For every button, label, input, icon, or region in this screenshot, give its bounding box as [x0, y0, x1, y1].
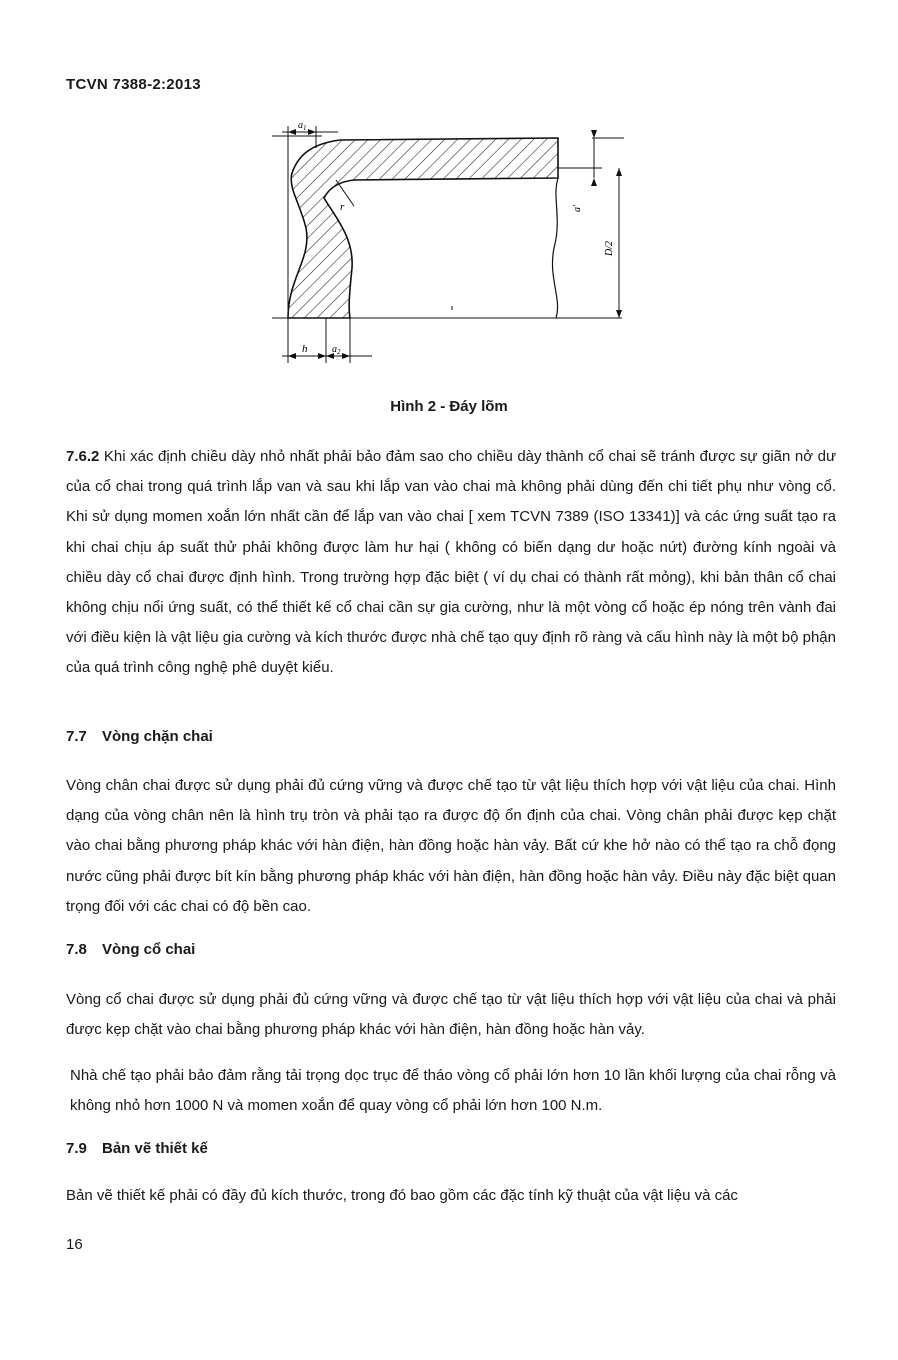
paragraph-text: Khi xác định chiều dày nhỏ nhất phải bảo đảm sao cho chiều dày thành cổ chai sẽ tránh được sự giãn nở dư của cổ chai trong quá trình lắp van và sau khi lắp van vào chai mà không phải dùng đến chi tiết phụ như vòng cổ. Khi sử dụng momen xoắn lớn nhất cần để lắp van vào chai [ xem TCVN 7389 (ISO 13341)] và các ứng suất tạo ra khi chai chịu áp suất thử phải không được làm hư hại ( không có biến dạng dư hoặc nứt) đường kính ngoài và chiều dày cổ chai được định hình. Trong trường hợp đặc biệt ( ví dụ chai có thành rất mỏng), khi bản thân cổ chai không chịu nổi ứng suất, có thể thiết kế cổ chai cần sự gia cường, như là một vòng cổ hoặc ép nóng trên vành đai với điều kiện là vật liệu gia cường và kích thước được nhà chế tạo quy định rõ ràng và cấu hình này là một bộ phận của quá trình công nghệ phê duyệt kiểu.	[66, 448, 836, 677]
label-r: r	[340, 201, 345, 213]
heading-7-9	[66, 1140, 208, 1157]
page-number: 16	[66, 1236, 83, 1253]
label-d-half: D/2	[604, 241, 615, 256]
label-a2: $a_2$	[332, 344, 341, 356]
heading-7-8	[66, 941, 195, 958]
figure-concave-base	[262, 118, 642, 368]
paragraph-7-6-2	[66, 442, 836, 684]
label-a1: $a_1$	[298, 120, 307, 132]
heading-7-7	[66, 728, 213, 745]
concave-base-drawing	[262, 118, 642, 368]
paragraph-7-8-a: Vòng cổ chai được sử dụng phải đủ cứng vững và được chế tạo từ vật liệu thích hợp với vật liệu của chai và phải được kẹp chặt vào chai bằng phương pháp khác với hàn điện, hàn đồng hoặc hàn vảy.	[66, 991, 836, 1039]
section-title: Vòng cổ chai	[102, 941, 196, 958]
standard-id: TCVN 7388-2:2013	[66, 76, 201, 93]
label-a-prime: a'	[572, 204, 583, 212]
break-line	[552, 178, 558, 318]
paragraph-7-9: Bản vẽ thiết kế phải có đầy đủ kích thước, trong đó bao gồm các đặc tính kỹ thuật của vật liệu và các	[66, 1187, 738, 1204]
section-number: 7.9	[66, 1140, 87, 1157]
section-title: Vòng chặn chai	[102, 728, 213, 745]
section-title: Bản vẽ thiết kế	[102, 1140, 208, 1157]
section-number: 7.6.2	[66, 448, 100, 465]
paragraph-7-7: Vòng chân chai được sử dụng phải đủ cứng vững và được chế tạo từ vật liệu thích hợp với vật liệu của chai. Hình dạng của vòng chân nên là hình trụ tròn và phải tạo ra được độ ổn định của chai. Vòng chân phải được kẹp chặt vào chai bằng phương pháp khác với hàn điện, hàn đồng hoặc hàn vảy. Bất cứ khe hở nào có thể tạo ra chỗ đọng nước cũng phải được bít kín bằng phương pháp khác với hàn điện, hàn đồng hoặc hàn vảy. Điều này đặc biệt quan trọng đối với các chai có độ bền cao.	[66, 777, 836, 915]
section-number: 7.7	[66, 728, 87, 745]
section-number: 7.8	[66, 941, 87, 958]
paragraph-7-8-b: Nhà chế tạo phải bảo đảm rằng tải trọng dọc trục để tháo vòng cổ phải lớn hơn 10 lần khối lượng của chai rỗng và không nhỏ hơn 1000 N và momen xoắn để quay vòng cổ phải lớn hơn 100 N.m.	[70, 1067, 836, 1115]
label-h: h	[302, 343, 308, 355]
figure-caption: Hình 2 - Đáy lõm	[390, 398, 508, 415]
hatched-base-section	[288, 138, 558, 318]
